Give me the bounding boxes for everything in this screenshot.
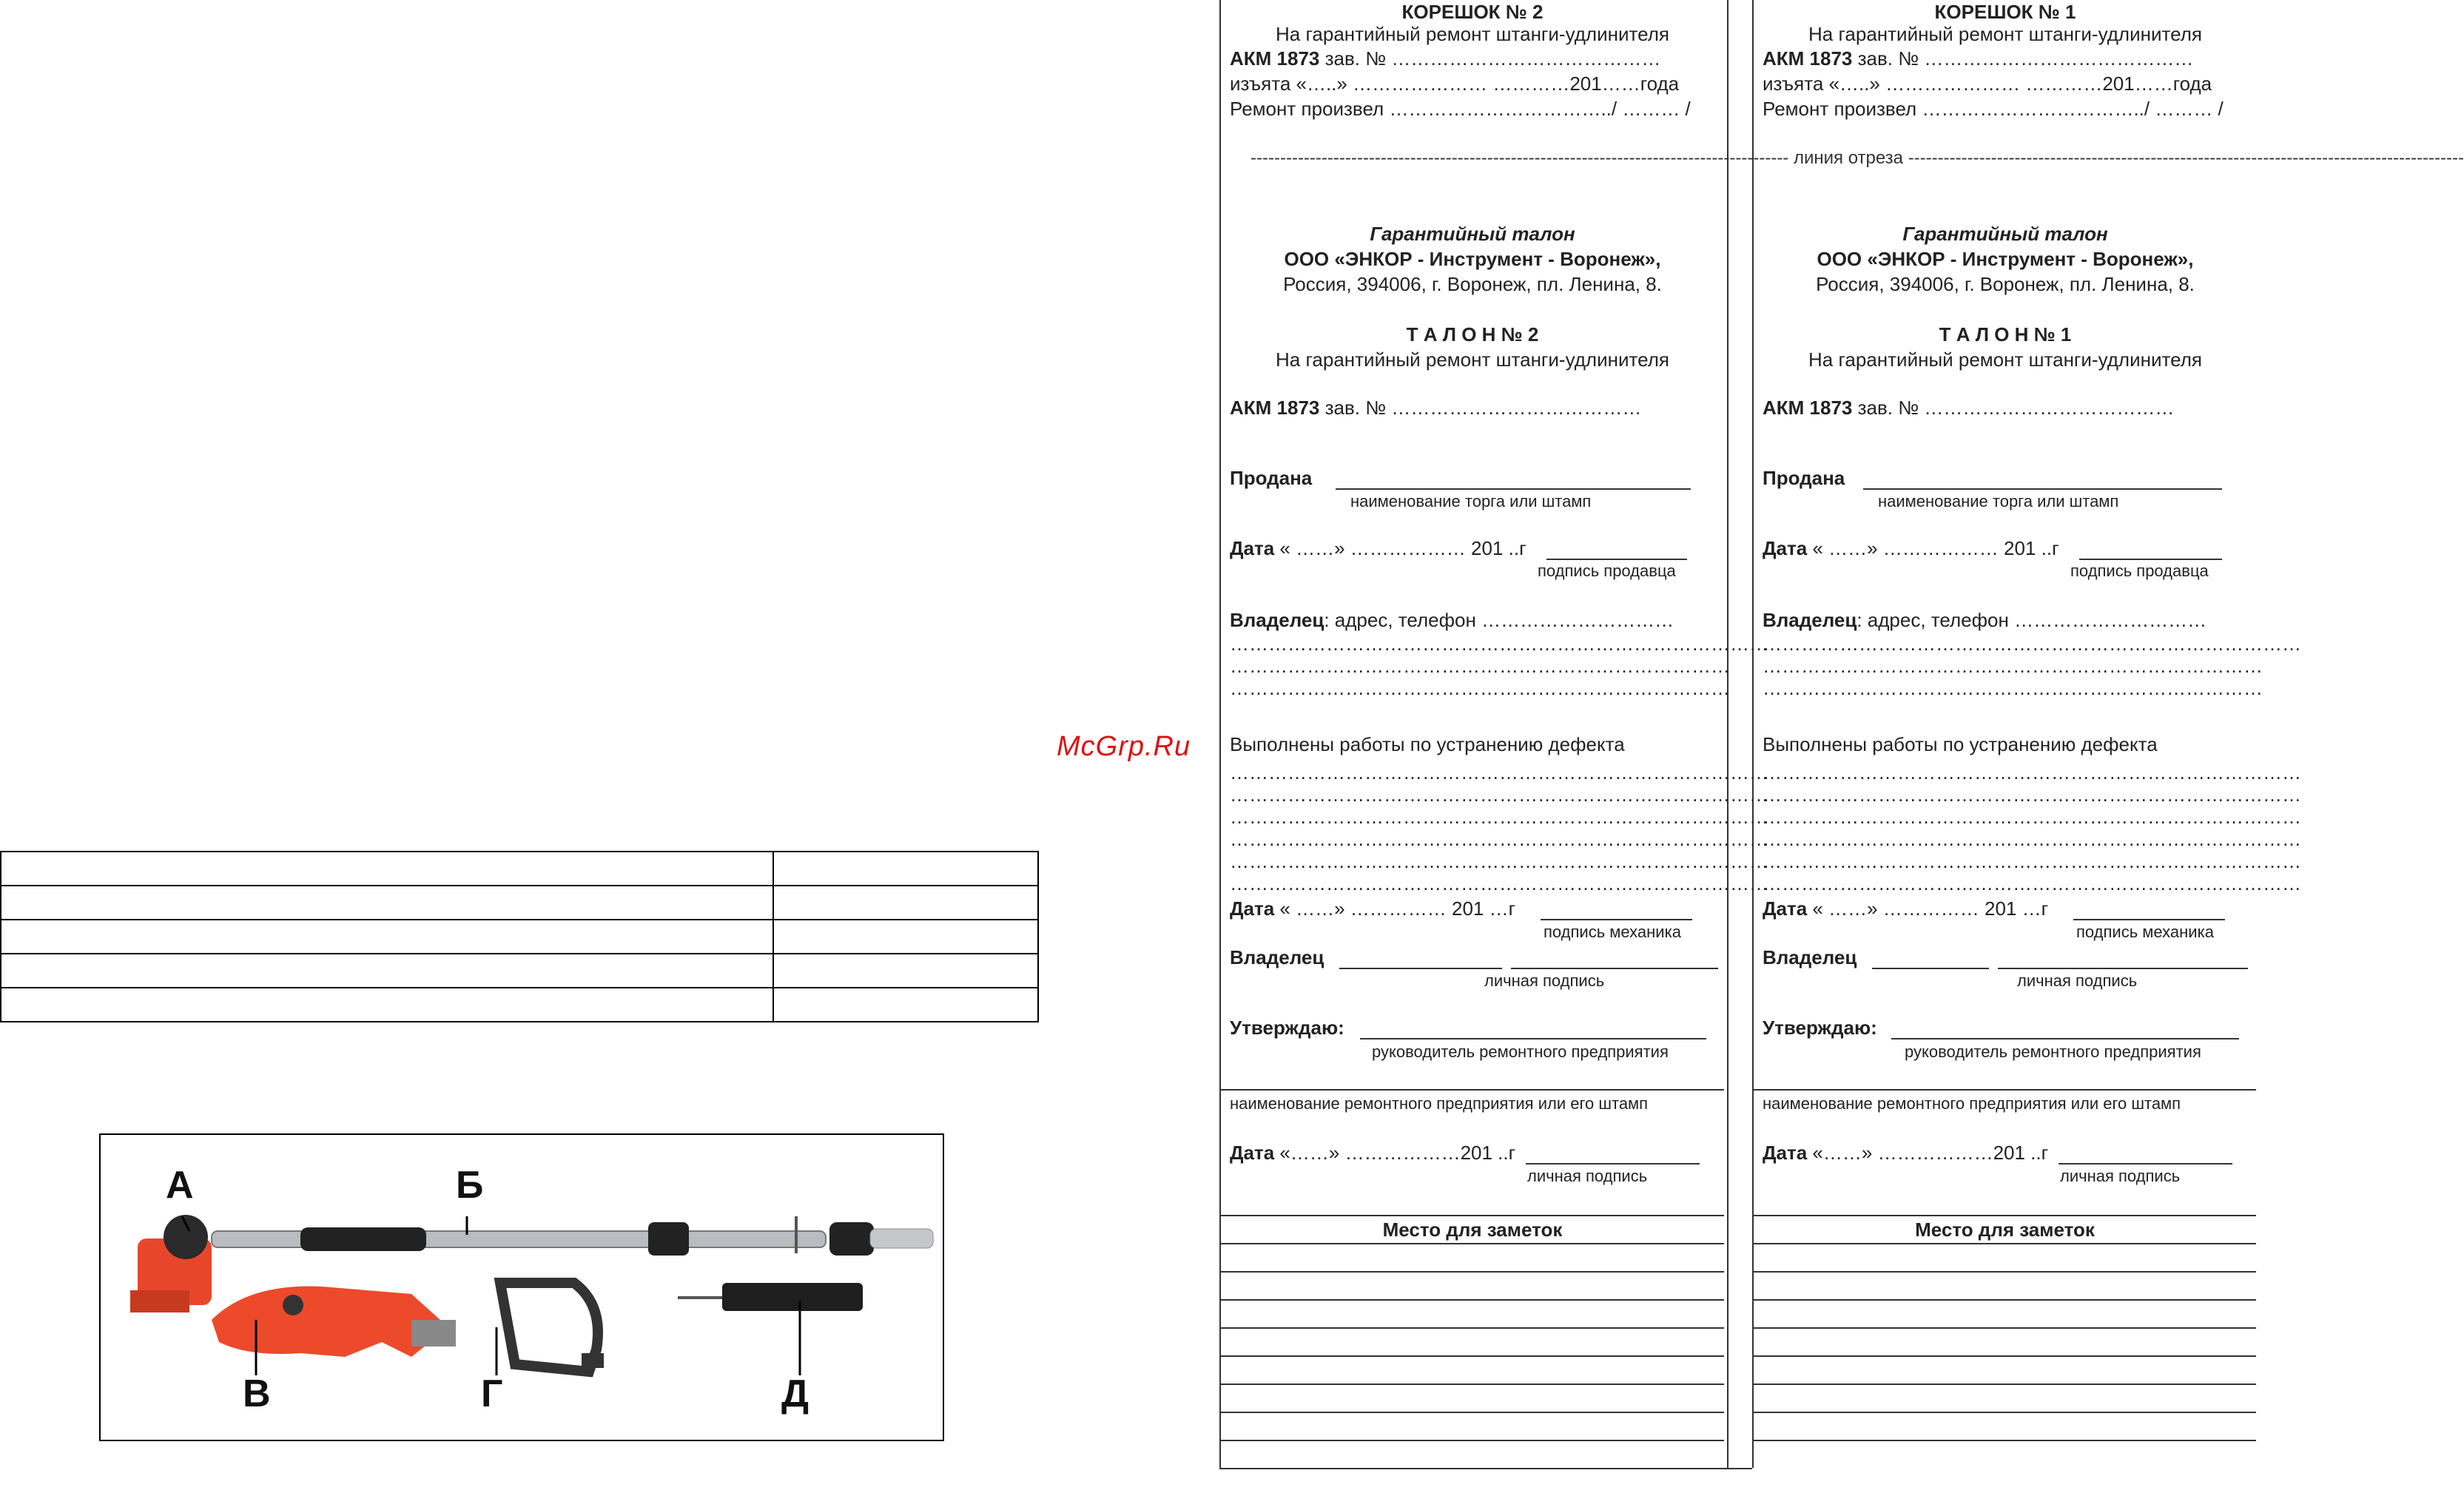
date3-label: Дата: [1763, 1142, 1808, 1164]
owner-label: Владелец: [1230, 609, 1324, 631]
sold-line: [1336, 466, 1691, 490]
dots-line: ……………………………………………………………………: [1763, 655, 2263, 677]
dots-line: …………………………………………………………………………: [1763, 850, 2301, 872]
personal-sign: личная подпись: [2017, 971, 2138, 990]
coupon-subtitle: На гарантийный ремонт штанги-удлинителя: [1808, 348, 2202, 371]
table-row: [1754, 1272, 2256, 1300]
table-row: [1221, 1300, 1724, 1328]
coupon-title: Т А Л О Н № 1: [1939, 323, 2072, 346]
dots-line: …………………………………………………………………………: [1763, 872, 2301, 894]
model: АКМ 1873: [1230, 397, 1320, 419]
coupon-title: Т А Л О Н № 2: [1406, 323, 1539, 346]
company-name: ООО «ЭНКОР - Инструмент - Воронеж»,: [1817, 248, 2194, 270]
stub-title: КОРЕШОК № 1: [1934, 1, 2076, 23]
seller-sign: подпись продавца: [1538, 562, 1676, 580]
stub-taken: изъята «…..» ………………… …………201……года: [1230, 73, 1680, 95]
date3-text: «……» ………………201 ..г: [1279, 1142, 1516, 1164]
stub-subtitle: На гарантийный ремонт штанги-удлинителя: [1808, 23, 2202, 45]
table-row: [1754, 1328, 2256, 1356]
notes-title: Место для заметок: [1915, 1219, 2095, 1241]
table-row: [1, 886, 1038, 920]
cut-line: ------------------------------------------------------------------------------------------- линия отреза ----------------------------------------------------------------------------------------------: [1250, 148, 2464, 168]
dots-line: …………………………………………………………………………: [1763, 806, 2301, 828]
product-photo: [99, 1133, 944, 1441]
serial: зав. № …………………………………: [1857, 397, 2175, 419]
table-row: [1754, 1300, 2256, 1328]
dots-line: ……………………………………………………………………: [1763, 677, 2263, 699]
company-name: ООО «ЭНКОР - Инструмент - Воронеж»,: [1284, 248, 1661, 270]
table-row: [1754, 1384, 2256, 1412]
table-row: [1221, 1440, 1724, 1468]
dots-line: …………………………………………………………………………: [1230, 806, 1768, 828]
date2-text: « ……» …………… 201 …г: [1279, 897, 1516, 920]
table-row: [1221, 1328, 1724, 1356]
table-row: [1, 852, 1038, 886]
date2-text: « ……» …………… 201 …г: [1812, 897, 2049, 920]
serial: зав. № …………………………………: [1324, 397, 1642, 419]
personal-sign2: личная подпись: [2060, 1167, 2181, 1185]
date-label: Дата: [1230, 537, 1275, 559]
date-text: « ……» ……………… 201 ..г: [1279, 537, 1526, 559]
table-row: [1754, 1412, 2256, 1440]
notes-table: [1754, 1243, 2256, 1468]
table-row: [1221, 1244, 1724, 1272]
company-address: Россия, 394006, г. Воронеж, пл. Ленина, 8.: [1283, 273, 1662, 295]
notes-table: [1221, 1243, 1724, 1468]
date2-label: Дата: [1230, 897, 1275, 920]
company-address: Россия, 394006, г. Воронеж, пл. Ленина, 8.: [1816, 273, 2195, 295]
approve-label: Утверждаю:: [1763, 1017, 1877, 1039]
sold-label: Продана: [1230, 467, 1313, 489]
dots-line: …………………………………………………………………………: [1230, 761, 1768, 783]
owner-label: Владелец: [1763, 609, 1857, 631]
stub-serial: зав. № ……………………………………: [1857, 47, 2194, 70]
card-title: Гарантийный талон: [1902, 223, 2108, 245]
table-row: [1, 954, 1038, 988]
head-hint: руководитель ремонтного предприятия: [1905, 1042, 2201, 1061]
watermark: McGrp.Ru: [1057, 731, 1191, 762]
label-g: Г: [481, 1372, 503, 1415]
stub-model: АКМ 1873: [1763, 47, 1853, 70]
sold-label: Продана: [1763, 467, 1845, 489]
works-label: Выполнены работы по устранению дефекта: [1230, 733, 1625, 755]
notes-title: Место для заметок: [1382, 1219, 1563, 1241]
head-hint: руководитель ремонтного предприятия: [1372, 1042, 1669, 1061]
table-row: [1, 988, 1038, 1022]
table-row: [1754, 1356, 2256, 1384]
table-row: [1754, 1440, 2256, 1468]
sold-hint: наименование торга или штамп: [1878, 492, 2119, 510]
stub-repair: Ремонт произвел ……………………………../ ……… /: [1230, 98, 1691, 120]
label-a: А: [166, 1164, 194, 1207]
dots-line: …………………………………………………………………………: [1763, 633, 2301, 655]
stub-serial: зав. № ……………………………………: [1324, 47, 1661, 70]
stub-title: КОРЕШОК № 2: [1401, 1, 1544, 23]
owner2-label: Владелец: [1763, 946, 1857, 968]
stub-repair: Ремонт произвел ……………………………../ ……… /: [1763, 98, 2224, 120]
dots-line: …………………………………………………………………………: [1230, 783, 1768, 806]
date-text: « ……» ……………… 201 ..г: [1812, 537, 2059, 559]
date3-text: «……» ………………201 ..г: [1812, 1142, 2049, 1164]
dots-line: ……………………………………………………………………: [1230, 677, 1730, 699]
table-row: [1221, 1272, 1724, 1300]
repair-name: наименование ремонтного предприятия или его штамп: [1230, 1094, 1649, 1113]
dots-line: …………………………………………………………………………: [1763, 761, 2301, 783]
table-row: [1221, 1356, 1724, 1384]
works-label: Выполнены работы по устранению дефекта: [1763, 733, 2158, 755]
coupon-subtitle: На гарантийный ремонт штанги-удлинителя: [1276, 348, 1669, 371]
stub-subtitle: На гарантийный ремонт штанги-удлинителя: [1276, 23, 1669, 45]
dots-line: ……………………………………………………………………: [1230, 655, 1730, 677]
label-b: Б: [456, 1164, 484, 1207]
table-row: [1221, 1384, 1724, 1412]
label-d: Д: [781, 1372, 809, 1415]
model: АКМ 1873: [1763, 397, 1853, 419]
table-row: [1, 920, 1038, 954]
date-label: Дата: [1763, 537, 1808, 559]
owner-text: : адрес, телефон …………………………: [1857, 609, 2207, 631]
stub-model: АКМ 1873: [1230, 47, 1320, 70]
sold-hint: наименование торга или штамп: [1350, 492, 1592, 510]
dots-line: …………………………………………………………………………: [1763, 783, 2301, 806]
personal-sign: личная подпись: [1484, 971, 1605, 990]
dots-line: …………………………………………………………………………: [1230, 872, 1768, 894]
table-row: [1221, 1412, 1724, 1440]
dots-line: …………………………………………………………………………: [1230, 633, 1768, 655]
dots-line: …………………………………………………………………………: [1230, 850, 1768, 872]
stub-taken: изъята «…..» ………………… …………201……года: [1763, 73, 2212, 95]
date3-label: Дата: [1230, 1142, 1275, 1164]
table-row: [1754, 1244, 2256, 1272]
product-illustration: [101, 1135, 943, 1440]
empty-table: [0, 851, 1039, 1022]
approve-label: Утверждаю:: [1230, 1017, 1344, 1039]
mech-sign: подпись механика: [1544, 923, 1681, 941]
owner2-label: Владелец: [1230, 946, 1324, 968]
date2-label: Дата: [1763, 897, 1808, 920]
dots-line: …………………………………………………………………………: [1763, 828, 2301, 850]
dots-line: …………………………………………………………………………: [1230, 828, 1768, 850]
owner-text: : адрес, телефон …………………………: [1324, 609, 1674, 631]
label-v: В: [243, 1372, 271, 1415]
mech-sign: подпись механика: [2076, 923, 2214, 941]
personal-sign2: личная подпись: [1527, 1167, 1648, 1185]
seller-sign: подпись продавца: [2070, 562, 2209, 580]
card-title: Гарантийный талон: [1370, 223, 1575, 245]
repair-name: наименование ремонтного предприятия или его штамп: [1763, 1094, 2181, 1113]
